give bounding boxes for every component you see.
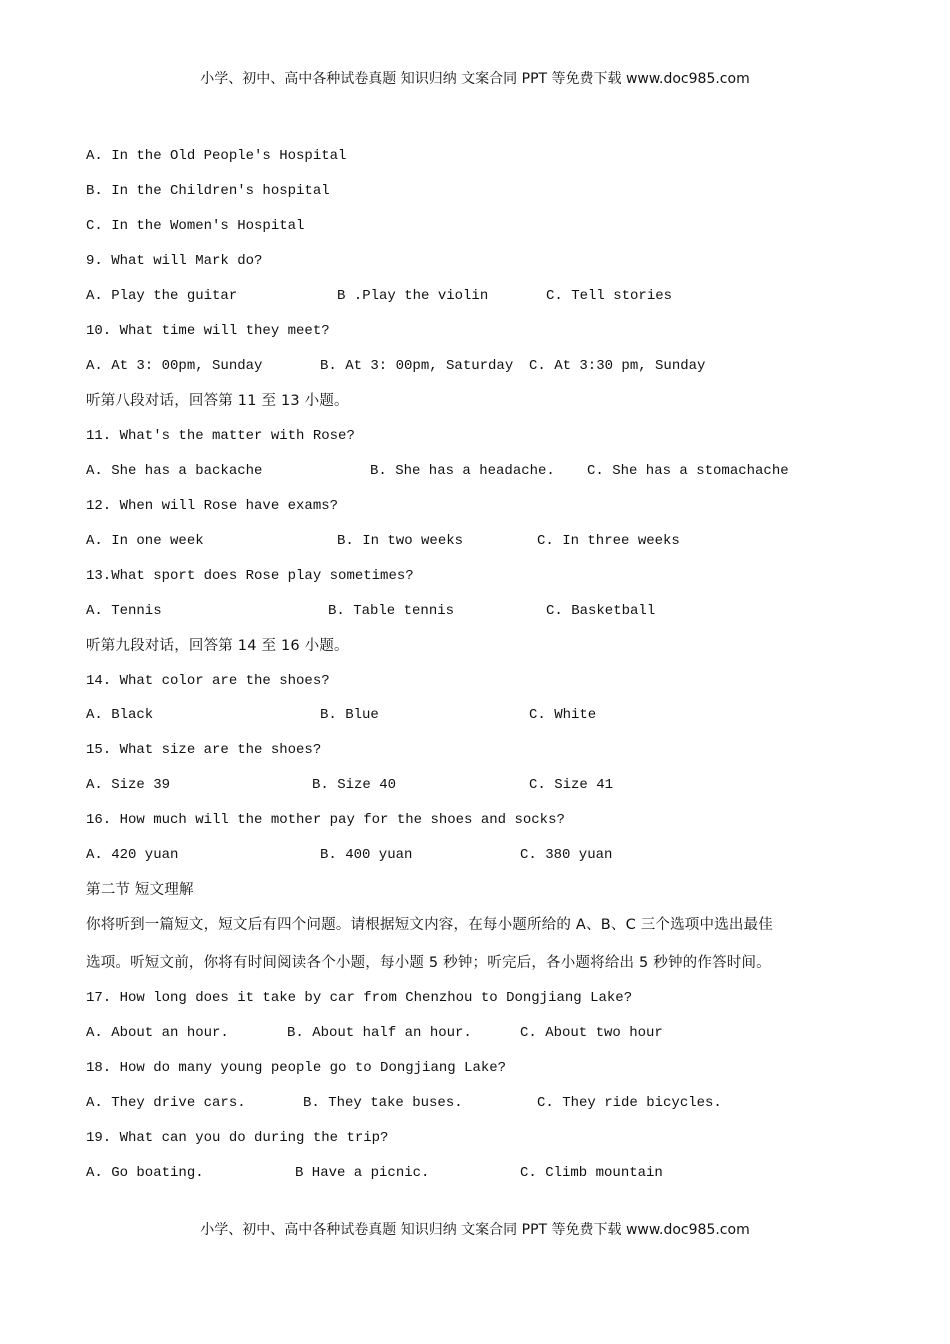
- question-18: 18. How do many young people go to Dongjiang Lake?: [86, 1060, 507, 1076]
- option-11c: C. She has a stomachache: [587, 463, 789, 479]
- question-14: 14. What color are the shoes?: [86, 673, 330, 689]
- option-8b: B. In the Children's hospital: [86, 183, 330, 199]
- option-18c: C. They ride bicycles.: [537, 1095, 722, 1111]
- option-10a: A. At 3: 00pm, Sunday: [86, 358, 263, 374]
- option-12c: C. In three weeks: [537, 533, 680, 549]
- option-19b: B Have a picnic.: [295, 1165, 430, 1181]
- option-19a: A. Go boating.: [86, 1165, 204, 1181]
- page-header: 小学、初中、高中各种试卷真题 知识归纳 文案合同 PPT 等免费下载 www.doc985.com: [200, 71, 750, 87]
- page-footer: 小学、初中、高中各种试卷真题 知识归纳 文案合同 PPT 等免费下载 www.doc985.com: [200, 1222, 750, 1238]
- option-8a: A. In the Old People's Hospital: [86, 148, 347, 164]
- option-17b: B. About half an hour.: [287, 1025, 472, 1041]
- section-instructions-line-1: 你将听到一篇短文，短文后有四个问题。请根据短文内容，在每小题所给的 A、B、C 三个选项中选出最佳: [86, 917, 774, 933]
- question-15: 15. What size are the shoes?: [86, 742, 322, 758]
- option-16a: A. 420 yuan: [86, 847, 179, 863]
- question-17: 17. How long does it take by car from Chenzhou to Dongjiang Lake?: [86, 990, 633, 1006]
- question-19: 19. What can you do during the trip?: [86, 1130, 389, 1146]
- option-14a: A. Black: [86, 707, 154, 723]
- option-19c: C. Climb mountain: [520, 1165, 663, 1181]
- option-17c: C. About two hour: [520, 1025, 663, 1041]
- section-instructions-line-2: 选项。听短文前，你将有时间阅读各个小题，每小题 5 秒钟；听完后，各小题将给出 5 秒钟的作答时间。: [86, 955, 771, 971]
- question-12: 12. When will Rose have exams?: [86, 498, 339, 514]
- option-10c: C. At 3:30 pm, Sunday: [529, 358, 706, 374]
- option-17a: A. About an hour.: [86, 1025, 229, 1041]
- option-16c: C. 380 yuan: [520, 847, 613, 863]
- option-14b: B. Blue: [320, 707, 379, 723]
- option-15c: C. Size 41: [529, 777, 614, 793]
- option-13c: C. Basketball: [546, 603, 656, 619]
- option-18a: A. They drive cars.: [86, 1095, 246, 1111]
- option-12a: A. In one week: [86, 533, 204, 549]
- option-16b: B. 400 yuan: [320, 847, 413, 863]
- question-13: 13.What sport does Rose play sometimes?: [86, 568, 414, 584]
- question-10: 10. What time will they meet?: [86, 323, 330, 339]
- option-18b: B. They take buses.: [303, 1095, 463, 1111]
- section-instruction-9: 听第九段对话，回答第 14 至 16 小题。: [86, 638, 349, 654]
- option-9c: C. Tell stories: [546, 288, 673, 304]
- option-9a: A. Play the guitar: [86, 288, 238, 304]
- option-13a: A. Tennis: [86, 603, 162, 619]
- option-13b: B. Table tennis: [328, 603, 455, 619]
- question-11: 11. What's the matter with Rose?: [86, 428, 355, 444]
- option-14c: C. White: [529, 707, 597, 723]
- option-12b: B. In two weeks: [337, 533, 464, 549]
- section-instruction-8: 听第八段对话，回答第 11 至 13 小题。: [86, 393, 349, 409]
- option-10b: B. At 3: 00pm, Saturday: [320, 358, 514, 374]
- question-9: 9. What will Mark do?: [86, 253, 263, 269]
- option-15a: A. Size 39: [86, 777, 171, 793]
- option-11a: A. She has a backache: [86, 463, 263, 479]
- option-15b: B. Size 40: [312, 777, 397, 793]
- option-11b: B. She has a headache.: [370, 463, 555, 479]
- question-16: 16. How much will the mother pay for the shoes and socks?: [86, 812, 565, 828]
- option-9b: B .Play the violin: [337, 288, 489, 304]
- section-heading: 第二节 短文理解: [86, 882, 194, 898]
- option-8c: C. In the Women's Hospital: [86, 218, 305, 234]
